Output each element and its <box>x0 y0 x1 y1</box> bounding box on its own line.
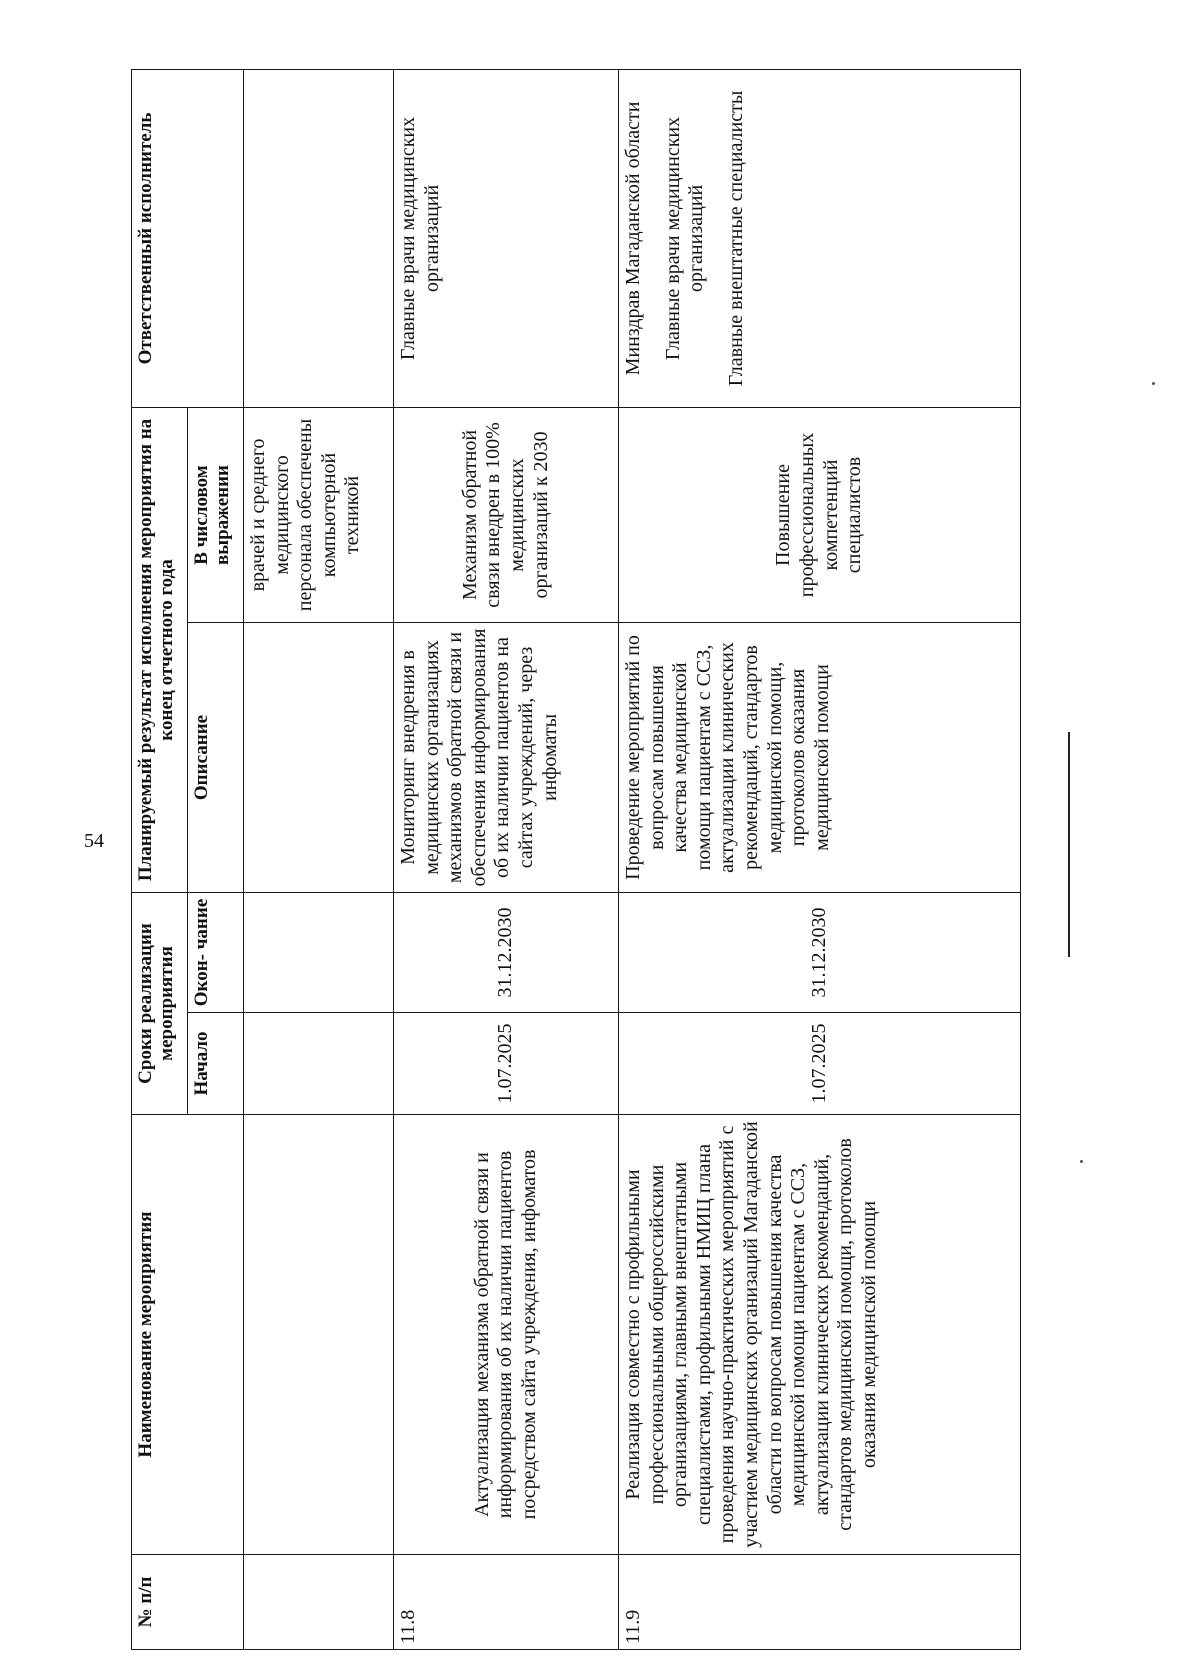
row-description: Мониторинг внедрения в медицинских организациях механизмов обратной связи и обеспечения информирования об их наличии пациентов на сайтах учреждений, через инфоматы <box>394 623 619 893</box>
header-name: Наименование мероприятия <box>132 1115 244 1555</box>
responsible-line: Главные врачи медицинских организаций <box>397 116 443 361</box>
header-description: Описание <box>188 623 244 893</box>
row-numeric: Повышение профессиональных компетенций специалистов <box>619 407 1021 622</box>
measures-table <box>131 69 1021 1650</box>
rotated-table-sheet <box>131 70 1021 1650</box>
page-number: 54 <box>84 830 104 852</box>
row-description: Проведение мероприятий по вопросам повышения качества медицинской помощи пациентам с ССЗ, актуализации клинических рекомендаций, стандартов медицинской помощи, протоколов оказания медицинской помощи <box>619 623 1021 893</box>
header-responsible: Ответственный исполнитель <box>132 69 244 407</box>
row-end <box>244 893 394 1013</box>
header-result: Планируемый результат исполнения мероприятия на конец отчетного года <box>132 407 188 892</box>
header-numeric: В числовом выражении <box>188 407 244 622</box>
header-row-1 <box>132 69 188 1649</box>
row-start: 1.07.2025 <box>619 1013 1021 1115</box>
header-start: Начало <box>188 1013 244 1115</box>
row-num: 11.8 <box>394 1555 619 1650</box>
header-timing: Сроки реализации мероприятия <box>132 893 188 1115</box>
row-responsible <box>619 69 1021 407</box>
responsible-line: Минздрав Магаданской области <box>622 101 644 376</box>
row-responsible <box>394 69 619 407</box>
row-description <box>244 623 394 893</box>
row-name: Реализация совместно с профильными профессиональными общероссийскими организациями, главными внештатными специалистами, профильными НМИЦ плана проведения научно-практических мероприятий с участием медицинских организаций Магаданской области по вопросам повышения качества медицинской помощи пациентам с ССЗ, актуализации клинических рекомендаций, стандартов медицинской помощи, протоколов оказания медицинской помощи <box>619 1115 1021 1555</box>
scan-speck <box>1080 1160 1083 1163</box>
row-responsible <box>244 69 394 407</box>
header-num: № п/п <box>132 1555 244 1650</box>
row-start <box>244 1013 394 1115</box>
header-end: Окон- чание <box>188 893 244 1013</box>
row-name <box>244 1115 394 1555</box>
row-end: 31.12.2030 <box>394 893 619 1013</box>
table-row <box>394 69 619 1649</box>
responsible-line: Главные внештатные специалисты <box>724 90 747 387</box>
table-row <box>244 69 394 1649</box>
row-num <box>244 1555 394 1650</box>
table-row <box>619 69 1021 1649</box>
row-name: Актуализация механизма обратной связи и информирования об их наличии пациентов посредством сайта учреждения, инфоматов <box>394 1115 619 1555</box>
row-numeric: врачей и среднего медицинского персонала обеспечены компьютерной техникой <box>244 407 394 622</box>
responsible-line: Главные врачи медицинских организаций <box>661 116 708 361</box>
row-end: 31.12.2030 <box>619 893 1021 1013</box>
row-numeric: Механизм обратной связи внедрен в 100% медицинских организаций к 2030 <box>394 407 619 622</box>
row-num: 11.9 <box>619 1555 1021 1650</box>
footer-rule <box>1068 732 1070 957</box>
row-start: 1.07.2025 <box>394 1013 619 1115</box>
scan-speck <box>1152 382 1155 385</box>
